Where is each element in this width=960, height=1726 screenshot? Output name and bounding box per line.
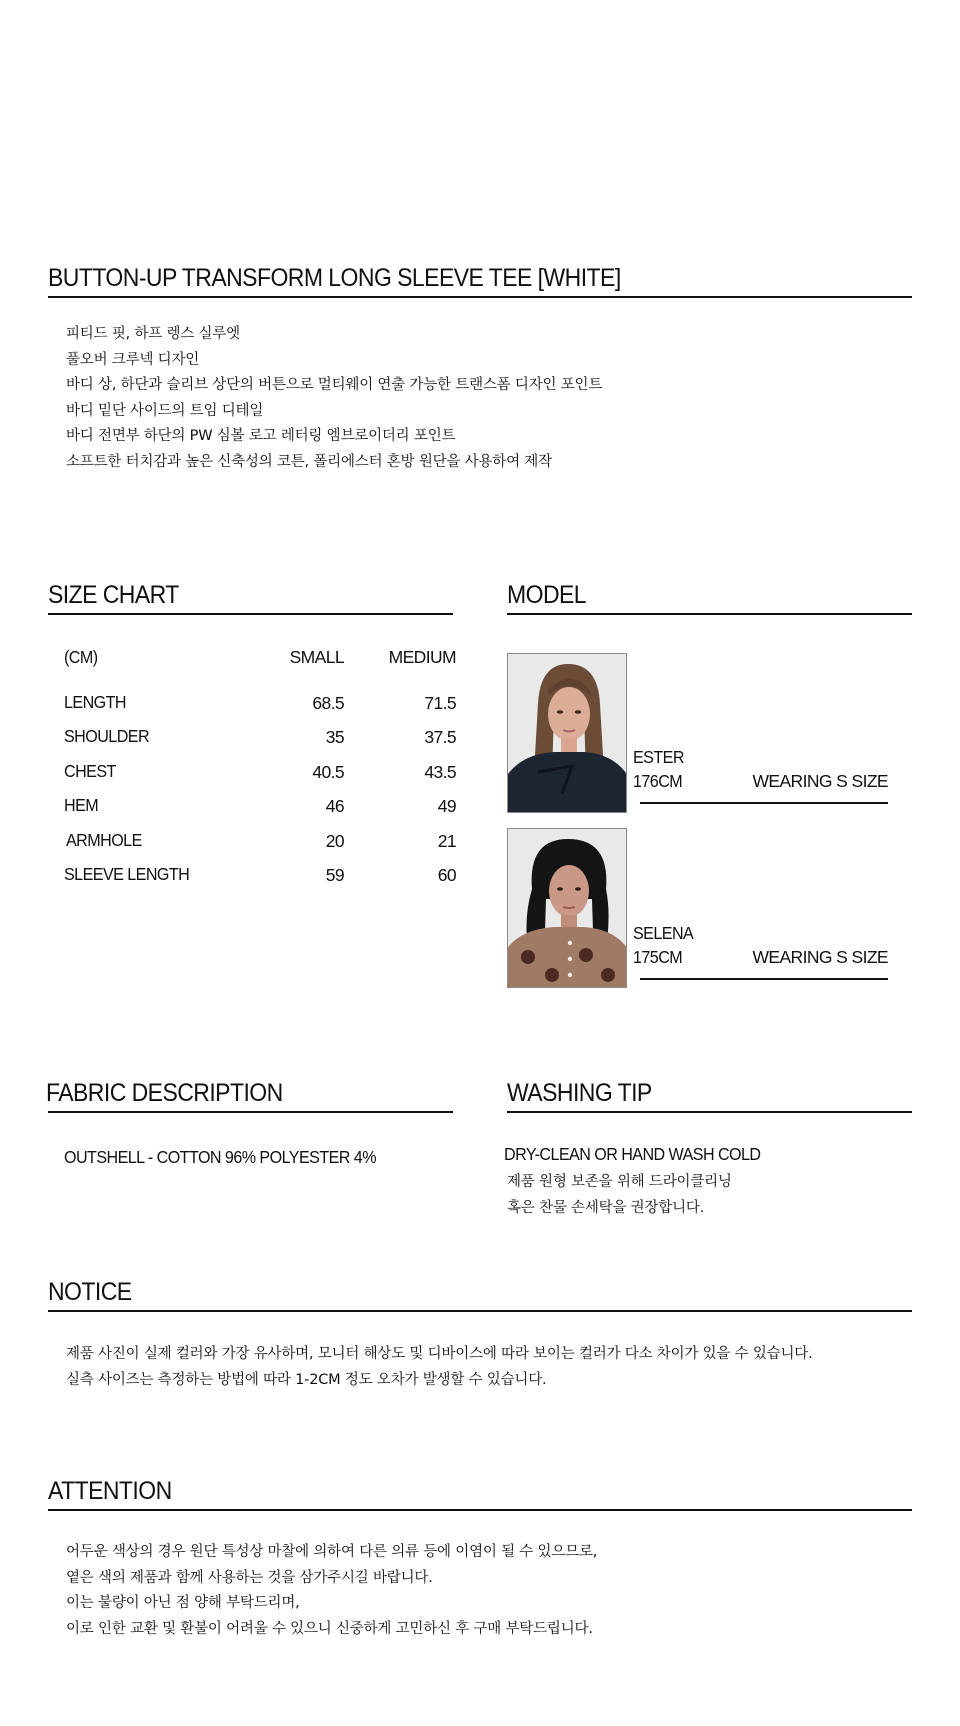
size-value-medium: 60: [437, 865, 456, 885]
size-value-medium: 49: [437, 796, 456, 816]
attention-title: ATTENTION: [48, 1477, 172, 1505]
fabric-title: FABRIC DESCRIPTION: [46, 1079, 283, 1107]
fabric-divider: [48, 1111, 453, 1113]
model-photo-selena: [507, 828, 627, 988]
washing-note: 제품 원형 보존을 위해 드라이클리닝: [507, 1174, 732, 1190]
washing-instruction: DRY-CLEAN OR HAND WASH COLD: [504, 1144, 761, 1164]
size-value-medium: 21: [437, 831, 456, 851]
washing-title: WASHING TIP: [507, 1079, 652, 1107]
model-title: MODEL: [507, 581, 587, 609]
size-value-medium: 37.5: [424, 727, 456, 747]
model-wearing-size: WEARING S SIZE: [752, 771, 888, 791]
attention-text: [66, 1540, 597, 1642]
feature-item: 소프트한 터치감과 높은 신축성의 코튼, 폴리에스터 혼방 원단을 사용하여 제작: [66, 453, 552, 470]
size-value-small: 59: [325, 865, 344, 885]
size-chart-divider: [48, 613, 453, 615]
size-value-medium: 71.5: [424, 693, 456, 713]
attention-divider: [48, 1509, 912, 1511]
size-row-label: CHEST: [64, 761, 116, 781]
feature-item: 풀오버 크루넥 디자인: [66, 351, 200, 368]
notice-text: [66, 1342, 813, 1393]
feature-item: 바디 전면부 하단의 PW 심볼 로고 레터링 엠브로이더리 포인트: [66, 428, 456, 444]
size-value-small: 46: [325, 796, 344, 816]
size-chart-title: SIZE CHART: [48, 581, 179, 609]
washing-notes: [507, 1170, 732, 1221]
size-value-small: 35: [325, 727, 344, 747]
product-title: BUTTON-UP TRANSFORM LONG SLEEVE TEE [WHITE]: [48, 264, 621, 292]
feature-item: 바디 상, 하단과 슬리브 상단의 버튼으로 멀티웨이 연출 가능한 트랜스폼 디자인 포인트: [66, 377, 603, 393]
feature-item: 바디 밑단 사이드의 트임 디테일: [66, 402, 264, 419]
size-chart-unit: (CM): [64, 647, 98, 667]
size-row-label: SLEEVE LENGTH: [64, 864, 190, 884]
model-photo-ester: [507, 653, 627, 813]
size-value-small: 40.5: [312, 762, 344, 782]
attention-line: 옅은 색의 제품과 함께 사용하는 것을 삼가주시길 바랍니다.: [66, 1569, 433, 1586]
size-value-small: 68.5: [312, 693, 344, 713]
notice-line: 실측 사이즈는 측정하는 방법에 따라 1-2CM 정도 오차가 발생할 수 있습니다.: [66, 1371, 547, 1388]
model-divider: [507, 613, 912, 615]
model-height: 176CM: [633, 771, 683, 791]
size-row-label: ARMHOLE: [66, 830, 142, 850]
attention-line: 어두운 색상의 경우 원단 특성상 마찰에 의하여 다른 의류 등에 이염이 될 수 있으므로,: [66, 1544, 598, 1560]
attention-line: 이로 인한 교환 및 환불이 어려울 수 있으니 신중하게 고민하신 후 구매 부탁드립니다.: [66, 1620, 593, 1637]
model-name: SELENA: [633, 923, 694, 943]
size-value-medium: 43.5: [424, 762, 456, 782]
size-column-small: SMALL: [289, 647, 344, 667]
size-column-medium: MEDIUM: [388, 647, 456, 667]
attention-line: 이는 불량이 아닌 점 양해 부탁드리며,: [66, 1595, 300, 1611]
notice-title: NOTICE: [48, 1278, 132, 1306]
size-value-small: 20: [325, 831, 344, 851]
size-row-label: LENGTH: [64, 692, 126, 712]
notice-divider: [48, 1310, 912, 1312]
size-row-label: SHOULDER: [64, 726, 150, 746]
feature-list: [66, 322, 602, 475]
fabric-composition: OUTSHELL - COTTON 96% POLYESTER 4%: [64, 1147, 376, 1167]
model-height: 175CM: [633, 947, 683, 967]
feature-item: 피티드 핏, 하프 렝스 실루엣: [66, 326, 240, 342]
model-info-divider: [640, 978, 888, 980]
size-row-label: HEM: [64, 795, 99, 815]
notice-line: 제품 사진이 실제 컬러와 가장 유사하며, 모니터 해상도 및 디바이스에 따라 보이는 컬러가 다소 차이가 있을 수 있습니다.: [66, 1346, 813, 1362]
washing-note: 혹은 찬물 손세탁을 권장합니다.: [507, 1199, 705, 1216]
model-wearing-size: WEARING S SIZE: [752, 947, 888, 967]
model-info-divider: [640, 802, 888, 804]
product-title-divider: [48, 296, 912, 298]
model-name: ESTER: [633, 747, 684, 767]
washing-divider: [507, 1111, 912, 1113]
